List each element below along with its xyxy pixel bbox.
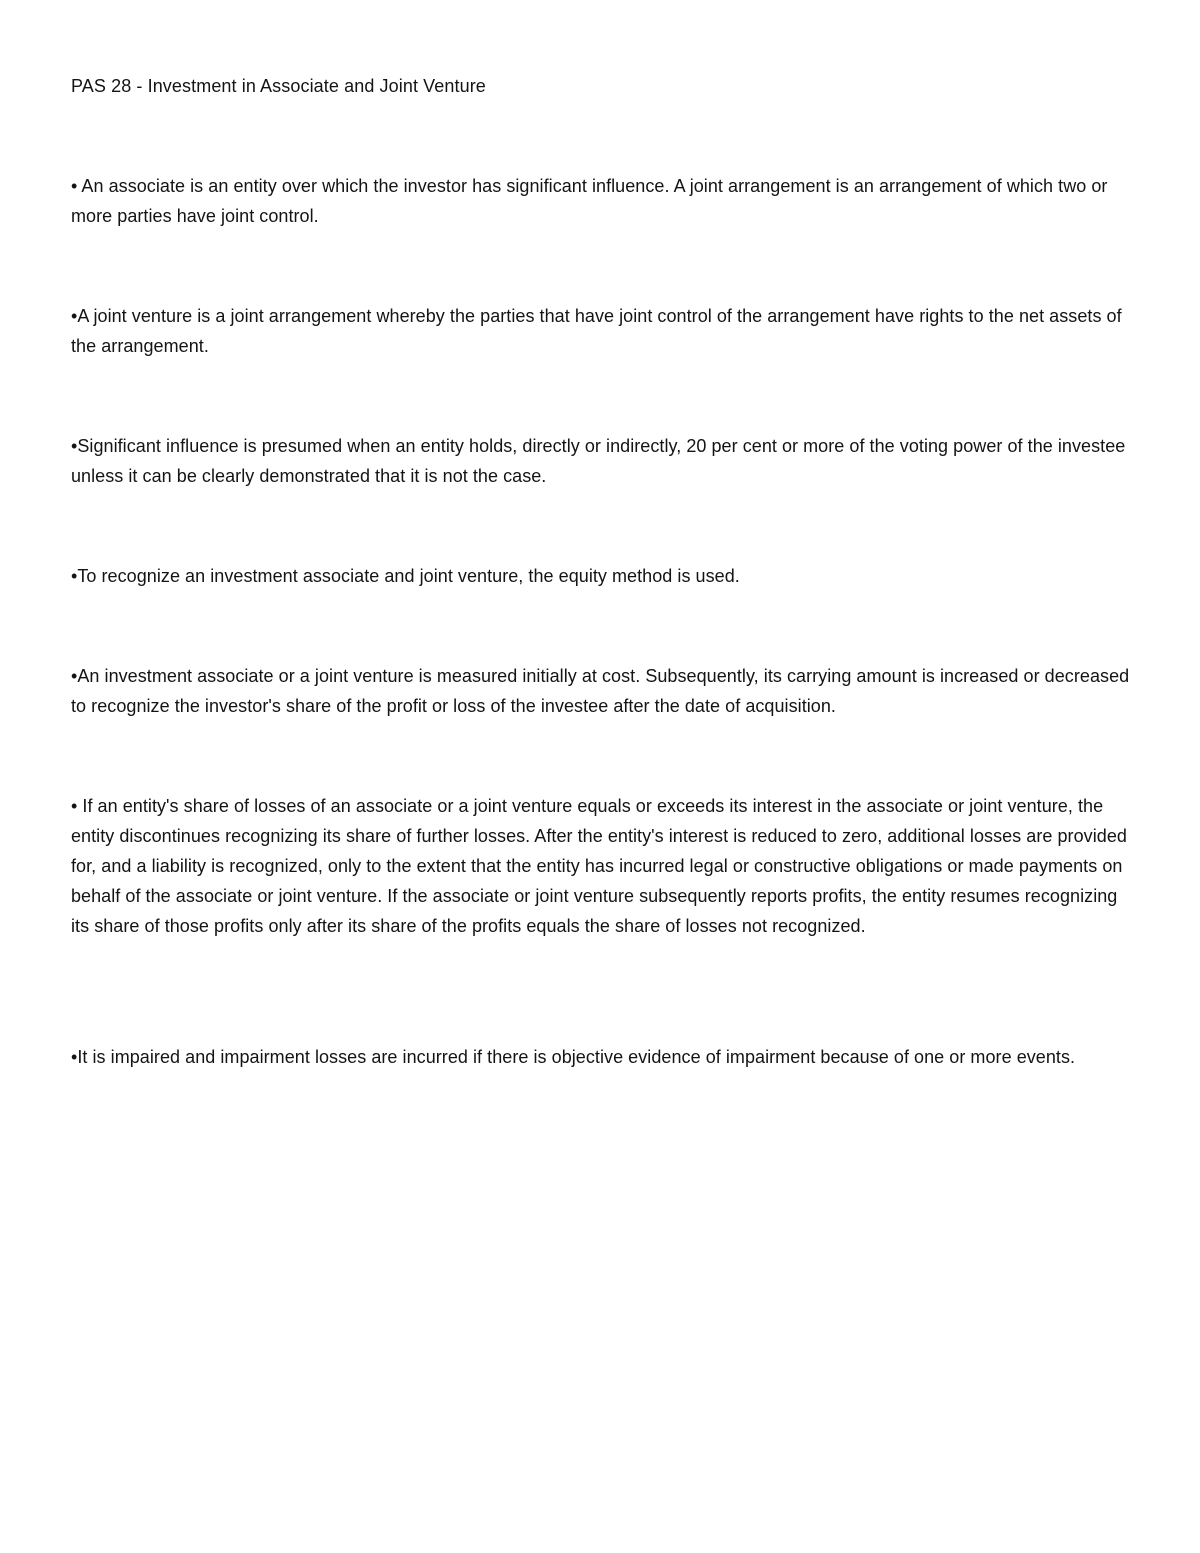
bullet-paragraph-initial-measurement: •An investment associate or a joint venture is measured initially at cost. Subsequently, its carrying amount is increased or decreased to recognize the investor's share of the profit or loss of the investee after the date of acquisition.	[71, 666, 1130, 716]
bullet-paragraph-joint-venture-definition: •A joint venture is a joint arrangement whereby the parties that have joint control of the arrangement have rights to the net assets of the arrangement.	[71, 306, 1122, 356]
bullet-paragraph-losses: • If an entity's share of losses of an associate or a joint venture equals or exceeds its interest in the associate or joint venture, the entity discontinues recognizing its share of further losses. After the entity's interest is reduced to zero, additional losses are provided for, and a liability is recognized, only to the extent that the entity has incurred legal or constructive obligations or made payments on behalf of the associate or joint venture. If the associate or joint venture subsequently reports profits, the entity resumes recognizing its share of those profits only after its share of the profits equals the share of losses not recognized.	[71, 796, 1127, 936]
bullet-paragraph-equity-method: •To recognize an investment associate and joint venture, the equity method is used.	[71, 566, 740, 586]
bullet-paragraph-associate-definition: • An associate is an entity over which the investor has significant influence. A joint arrangement is an arrangement of which two or more parties have joint control.	[71, 176, 1108, 226]
bullet-paragraph-impairment: •It is impaired and impairment losses are incurred if there is objective evidence of impairment because of one or more events.	[71, 1047, 1076, 1067]
document-title: PAS 28 - Investment in Associate and Joint Venture	[71, 76, 486, 96]
bullet-paragraph-significant-influence: •Significant influence is presumed when an entity holds, directly or indirectly, 20 per cent or more of the voting power of the investee unless it can be clearly demonstrated that it is not the case.	[71, 436, 1126, 486]
